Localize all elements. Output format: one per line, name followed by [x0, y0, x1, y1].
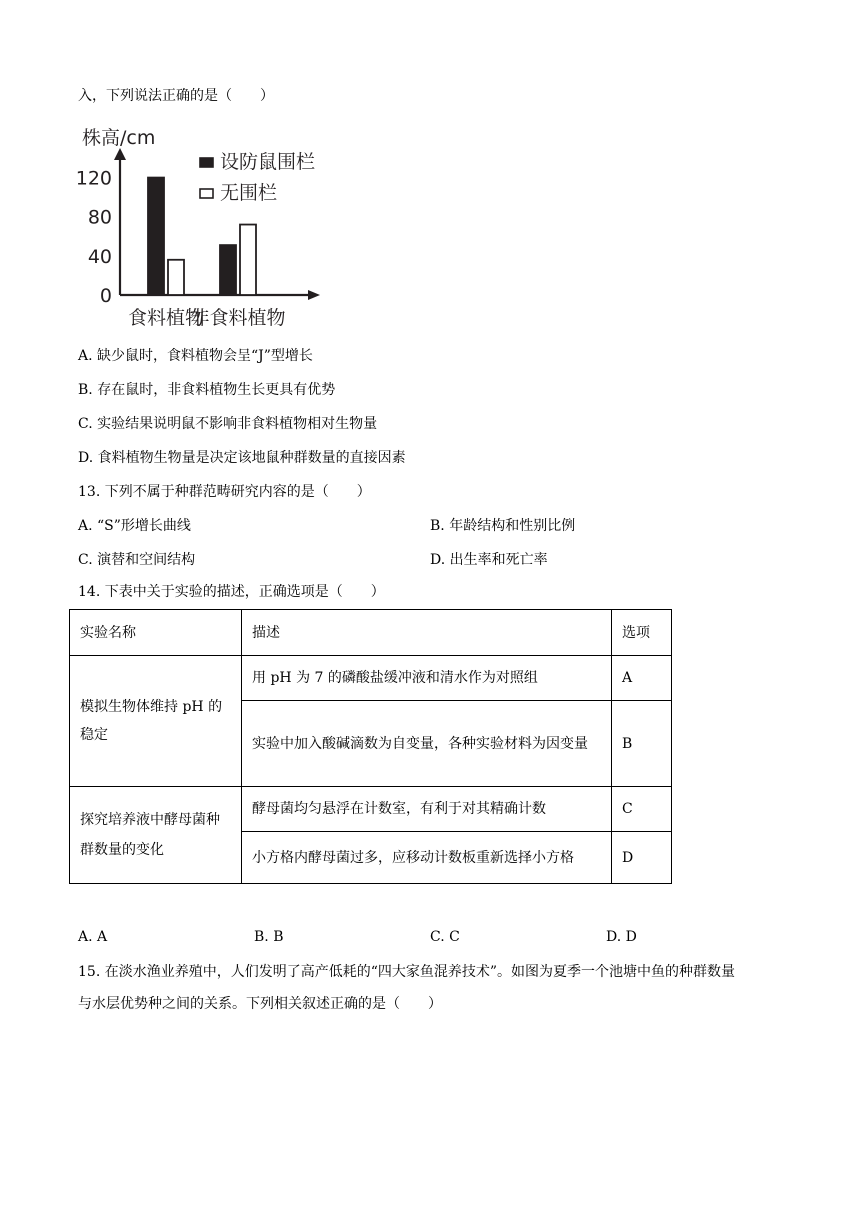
q13-option-a: A. “S”形增长曲线: [78, 518, 191, 534]
y-axis-label: 株高/cm: [82, 127, 156, 149]
q12-option-c: C. 实验结果说明鼠不影响非食料植物相对生物量: [78, 416, 378, 432]
description-cell: 实验中加入酸碱滴数为自变量，各种实验材料为因变量: [242, 701, 612, 787]
q12-option-d: D. 食料植物生物量是决定该地鼠种群数量的直接因素: [78, 450, 406, 466]
question-intro: 入，下列说法正确的是（ ）: [78, 88, 274, 104]
q14-stem: 14. 下表中关于实验的描述，正确选项是（ ）: [78, 584, 385, 600]
q12-option-a: A. 缺少鼠时，食料植物会呈“J”型增长: [78, 348, 313, 364]
option-cell: D: [612, 832, 672, 884]
option-cell: C: [612, 787, 672, 832]
x-category-label: 食料植物: [127, 307, 205, 329]
option-cell: A: [612, 656, 672, 701]
bar-chart: [72, 118, 342, 338]
description-cell: 酵母菌均匀悬浮在计数室，有利于对其精确计数: [242, 787, 612, 832]
bar-chart-svg: [72, 118, 342, 338]
legend-swatch: [200, 158, 213, 167]
q14-option-b: B. B: [254, 929, 284, 945]
y-tick-label: 120: [75, 167, 112, 190]
y-tick-label: 0: [99, 285, 112, 307]
q14-option-a: A. A: [78, 929, 108, 945]
q13-option-c: C. 演替和空间结构: [78, 552, 196, 568]
header-experiment-name: 实验名称: [70, 610, 242, 656]
q14-option-d: D. D: [606, 929, 637, 945]
q15-stem-line-2: 与水层优势种之间的关系。下列相关叙述正确的是（ ）: [78, 996, 442, 1012]
q13-option-b: B. 年龄结构和性别比例: [430, 518, 576, 534]
y-tick-label: 40: [87, 245, 112, 268]
x-category-label: 非食料植物: [190, 307, 286, 329]
y-axis-arrow: [114, 148, 126, 160]
legend-label: 无围栏: [220, 182, 278, 204]
bar-unfenced-0: [168, 260, 184, 295]
table-row: [70, 656, 672, 701]
experiment-name-cell: 探究培养液中酵母菌种群数量的变化: [70, 787, 242, 884]
experiment-name-cell: 模拟生物体维持 pH 的稳定: [70, 656, 242, 787]
q14-option-c: C. C: [430, 929, 460, 945]
description-cell: 小方格内酵母菌过多，应移动计数板重新选择小方格: [242, 832, 612, 884]
header-description: 描述: [242, 610, 612, 656]
bar-unfenced-1: [240, 225, 256, 295]
x-axis-arrow: [308, 290, 320, 300]
bar-fenced-1: [220, 245, 236, 295]
experiment-table: [69, 609, 672, 884]
y-tick-label: 80: [87, 206, 112, 229]
q13-stem: 13. 下列不属于种群范畴研究内容的是（ ）: [78, 484, 371, 500]
q12-option-b: B. 存在鼠时，非食料植物生长更具有优势: [78, 382, 336, 398]
bar-fenced-0: [148, 178, 164, 295]
legend-label: 设防鼠围栏: [220, 151, 316, 173]
table-header-row: [70, 610, 672, 656]
q15-stem-line-1: 15. 在淡水渔业养殖中，人们发明了高产低耗的“四大家鱼混养技术”。如图为夏季一个池塘中鱼的种群数量: [78, 964, 736, 980]
option-cell: B: [612, 701, 672, 787]
legend-swatch: [200, 189, 213, 198]
q13-option-d: D. 出生率和死亡率: [430, 552, 548, 568]
table-row: [70, 787, 672, 832]
description-cell: 用 pH 为 7 的磷酸盐缓冲液和清水作为对照组: [242, 656, 612, 701]
header-option: 选项: [612, 610, 672, 656]
